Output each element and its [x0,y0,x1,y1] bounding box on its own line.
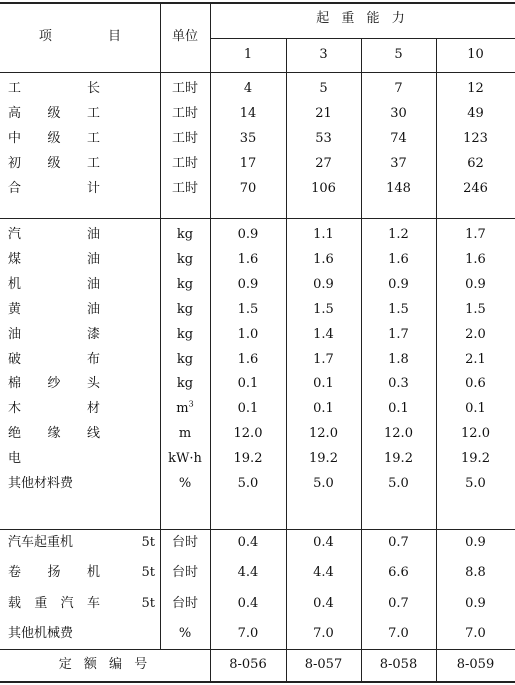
row-capacity-suffix: 5t [141,595,155,611]
header-unit: 单位 [171,29,198,44]
row-unit [160,476,210,492]
row-value-2: 19.2 [309,451,338,467]
row-value-2: 106 [311,181,336,196]
row-value-1: 0.4 [237,535,259,550]
row-value-4: 0.9 [465,276,486,292]
row-name [8,252,100,268]
row-value-4: 0.9 [465,535,486,550]
row-value-4: 1.5 [465,301,486,317]
row-name [8,302,100,318]
row-value-2: 12.0 [309,426,338,442]
row-value-1: 12.0 [233,426,263,442]
row-value-2: 1.7 [313,351,334,367]
quota-code-2: 8-057 [304,657,343,672]
row-value-2: 1.5 [313,301,334,317]
row-unit-text: % [178,476,192,491]
row-name-char: 头 [86,376,100,392]
row-unit-text: 工时 [171,181,198,196]
row-unit [160,81,210,97]
row-name-char: 黄 [8,301,22,317]
quota-code-4: 8-059 [456,657,495,672]
row-value-4: 49 [467,106,484,121]
row-value-4: 12.0 [461,426,490,442]
row-value-2: 0.9 [313,276,334,292]
row-value-4: 12 [467,81,484,96]
row-name-char: 线 [86,426,100,442]
row-value-3: 30 [390,106,407,121]
row-name-char: 漆 [86,326,100,342]
row-name [8,277,100,293]
row-unit [160,106,210,122]
header-item [0,29,160,45]
row-name-char: 绝 [8,426,22,442]
row-unit [160,535,210,551]
row-name-char: 初 [8,156,22,171]
row-value-1: 1.5 [237,301,259,317]
capacity-col-2: 3 [319,47,328,62]
row-unit-text: 工时 [171,131,198,146]
row-name-char: 油 [86,301,100,317]
row-name-char: 纱 [47,376,61,392]
row-name-char: 机 [8,276,22,292]
row-value-1: 14 [239,106,257,121]
row-name-char: 车 [86,595,100,611]
row-name-char: 重 [34,595,48,611]
row-value-4: 5.0 [465,476,486,491]
row-unit [160,565,210,581]
header-capacity: 起 重 能 力 [316,11,409,26]
row-value-3: 12.0 [384,426,413,442]
row-unit-text: 工时 [171,81,198,96]
row-unit-text: kg [176,351,194,367]
row-unit-text: 台时 [171,595,198,611]
table-bottom-rule [0,681,515,683]
row-unit [160,596,210,612]
row-name [8,106,100,122]
row-name [8,227,100,243]
row-name-char: 中 [8,131,22,146]
row-name: 其他机械费 [8,625,74,641]
labor-section-rule [0,218,515,219]
row-name [8,426,100,442]
row-value-3: 37 [390,156,407,171]
row-name: 其他材料费 [8,476,74,491]
row-value-4: 123 [463,131,488,146]
row-name-char: 汽 [8,227,22,242]
row-value-1: 1.6 [237,351,259,367]
row-name [8,376,100,392]
row-unit-text: kg [176,227,194,242]
row-unit [160,376,210,392]
row-value-4: 62 [467,156,484,171]
row-name-char: 木 [8,401,22,417]
row-value-3: 0.7 [388,595,409,611]
row-value-1: 35 [239,131,257,146]
row-value-3: 148 [386,181,411,196]
row-unit-text: kg [176,301,194,317]
row-value-4: 0.1 [465,401,486,417]
row-unit [160,401,210,417]
row-capacity-suffix: 5t [141,535,155,550]
row-name-char: 缘 [47,426,61,442]
row-unit-text: 工时 [171,106,198,121]
row-name-char: 工 [8,81,22,96]
header-item-text: 项 目 [38,29,148,44]
row-name-char: 工 [86,131,100,146]
row-name [8,401,100,417]
row-name-char: 工 [86,156,100,171]
row-unit [160,277,210,293]
row-value-1: 0.9 [237,227,259,242]
row-unit [160,302,210,318]
row-value-1: 4 [243,81,253,96]
row-value-2: 5.0 [313,476,334,491]
row-value-4: 0.6 [465,376,486,392]
quota-code-3: 8-058 [379,657,418,672]
row-unit [160,426,210,442]
row-value-1: 0.1 [237,376,259,392]
row-name [8,156,100,172]
header-bottom-rule [0,72,515,73]
row-unit-text: 台时 [171,565,198,581]
row-value-3: 74 [390,131,407,146]
row-value-1: 5.0 [237,476,259,491]
row-value-2: 0.1 [313,401,334,417]
row-unit [160,626,210,642]
capacity-subheader-rule [210,38,515,39]
row-name-char: 载 [8,595,22,611]
row-value-2: 0.4 [313,595,334,611]
row-value-3: 7.0 [388,625,409,641]
row-value-3: 7 [394,81,403,96]
row-capacity-suffix: 5t [141,565,155,581]
row-value-2: 4.4 [313,565,334,581]
row-unit-text: kg [176,276,194,292]
row-unit [160,181,210,197]
row-unit [160,352,210,368]
row-value-2: 0.1 [313,376,334,392]
machinery-section-rule [0,649,515,650]
table-top-rule [0,2,515,4]
row-unit-text: m [178,426,192,442]
row-value-3: 1.6 [388,251,409,267]
row-unit [160,131,210,147]
row-name-char: 棉 [8,376,22,392]
row-value-3: 6.6 [388,565,409,581]
row-name-char: 材 [86,401,100,417]
row-value-1: 0.9 [237,276,259,292]
row-value-3: 0.7 [388,535,409,550]
row-value-4: 1.7 [465,227,486,242]
row-value-3: 1.2 [388,227,409,242]
row-name [8,181,100,197]
row-value-3: 0.9 [388,276,409,292]
row-name-char: 油 [86,276,100,292]
row-name [8,596,100,612]
row-value-2: 21 [315,106,332,121]
row-name-char: 计 [86,181,100,196]
row-name [8,565,100,581]
row-value-3: 0.1 [388,401,409,417]
row-name [8,81,100,97]
row-value-3: 0.3 [388,376,409,392]
row-name [8,327,100,343]
row-value-1: 0.4 [237,595,259,611]
row-name-char: 合 [8,181,22,196]
row-unit [160,156,210,172]
row-value-2: 27 [315,156,332,171]
row-name-char: 级 [47,131,61,146]
row-unit [160,451,210,467]
row-unit-text: 台时 [171,535,198,550]
capacity-col-1: 1 [243,47,253,62]
row-value-1: 7.0 [237,625,259,641]
row-name-char: 破 [8,351,22,367]
row-unit-text: m [176,401,189,417]
row-value-4: 0.9 [465,595,486,611]
capacity-col-3: 5 [394,47,403,62]
row-value-4: 19.2 [461,451,490,467]
row-value-2: 1.1 [313,227,334,242]
row-value-2: 5 [319,81,328,96]
row-name [8,131,100,147]
material-section-rule [0,529,515,530]
row-value-4: 1.6 [465,251,486,267]
row-unit-text: % [178,625,192,641]
row-name-char: 机 [86,565,100,581]
row-value-3: 1.5 [388,301,409,317]
row-unit-text: 工时 [171,156,198,171]
row-value-1: 1.0 [237,326,259,342]
row-value-4: 7.0 [465,625,486,641]
row-value-1: 4.4 [237,565,259,581]
row-value-3: 1.8 [388,351,409,367]
row-value-1: 0.1 [237,401,259,417]
row-name-char: 布 [86,351,100,367]
row-name-char: 扬 [47,565,61,581]
row-name-char: 级 [47,156,61,171]
row-unit-text: kg [176,251,194,267]
row-unit-text: kg [176,326,194,342]
row-value-4: 8.8 [465,565,486,581]
row-name-char: 油 [8,326,22,342]
row-value-3: 5.0 [388,476,409,491]
row-value-3: 1.7 [388,326,409,342]
row-name: 汽车起重机 [8,535,74,550]
quota-code-1: 8-056 [229,657,267,672]
row-value-2: 53 [315,131,332,146]
row-name-char: 汽 [60,595,74,611]
row-unit-sup: 3 [188,399,194,409]
row-value-1: 19.2 [233,451,263,467]
row-name-char: 高 [8,106,22,121]
row-unit-text: kW·h [168,451,202,467]
row-name-char: 卷 [8,565,22,581]
row-value-1: 1.6 [237,251,259,267]
row-name-char: 油 [86,227,100,242]
row-name [8,352,100,368]
row-name-char: 级 [47,106,61,121]
row-value-2: 7.0 [313,625,334,641]
row-value-4: 2.1 [465,351,486,367]
row-name-char: 工 [86,106,100,121]
row-unit [160,227,210,243]
row-unit [160,327,210,343]
row-value-1: 70 [239,181,257,196]
row-unit [160,252,210,268]
row-name-char: 煤 [8,251,22,267]
row-name-char: 长 [86,81,100,96]
row-value-1: 17 [239,156,257,171]
row-unit-text: kg [176,376,194,392]
capacity-col-4: 10 [467,47,484,62]
row-value-4: 2.0 [465,326,486,342]
row-name-char: 油 [86,251,100,267]
footer-label: 定 额 编 号 [58,657,152,672]
row-name: 电 [8,451,22,467]
row-value-3: 19.2 [384,451,413,467]
row-value-4: 246 [463,181,488,196]
row-value-2: 1.6 [313,251,334,267]
row-value-2: 1.4 [313,326,334,342]
row-value-2: 0.4 [313,535,334,550]
